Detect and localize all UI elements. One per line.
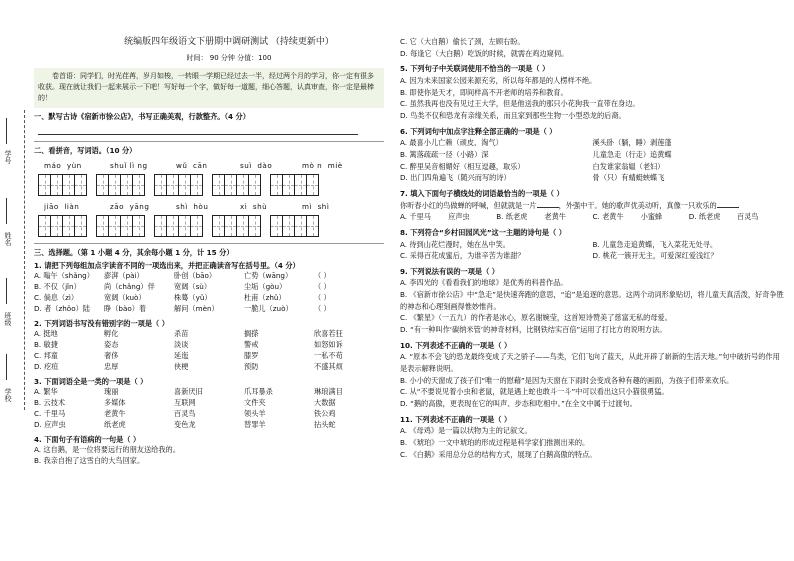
class-label: 班级 xyxy=(4,312,12,326)
option: 澎湃（pài） xyxy=(104,271,144,281)
pinyin-row-1 xyxy=(44,161,384,172)
q6-row xyxy=(400,172,785,184)
option: 替罪羊 xyxy=(244,419,266,429)
option: D. 应声虫 xyxy=(34,419,66,429)
pinyin: zāo yāng xyxy=(110,201,150,211)
option: 亡势（wāng） xyxy=(244,271,293,281)
q5-option: C. 虽然我再也没有见过王大学，但是他送我的那只小花狗我一直带在身边。 xyxy=(400,99,640,109)
pinyin: mì shì xyxy=(302,201,330,211)
char-box-pair[interactable] xyxy=(270,215,318,237)
q3-row xyxy=(34,420,384,431)
pinyin: shuǐ lì ng xyxy=(110,161,148,171)
option: 百灵鸟 xyxy=(174,408,196,418)
pinyin: xì shù xyxy=(240,201,268,211)
left-column xyxy=(34,36,384,467)
q8-row xyxy=(400,239,785,251)
option: 变色龙 xyxy=(174,419,196,429)
answer-paren[interactable]: （ ） xyxy=(314,271,331,281)
option: 宽阔（sù） xyxy=(174,282,212,292)
q6-row xyxy=(400,137,785,149)
option: B. 儿童急走追黄蝶，飞入菜花无处寻。 xyxy=(592,239,718,249)
divider xyxy=(34,141,384,142)
option: A. 待到山花烂漫时，她在丛中笑。 xyxy=(400,239,510,249)
q11-option: B. 《琥珀》一文中琥珀的形成过程是科学家们推测出来的。 xyxy=(400,438,590,447)
option: C. 老黄牛 xyxy=(592,212,624,222)
pinyin: shì hòu xyxy=(176,201,209,211)
q8-row xyxy=(400,250,785,262)
pinyin: suì dào xyxy=(240,161,273,171)
q3-row xyxy=(34,387,384,398)
option: 大数据 xyxy=(314,398,336,408)
q2-row xyxy=(34,351,384,362)
option: B. 纸老虎 xyxy=(496,212,528,222)
q1-row xyxy=(34,282,384,293)
option: C. 醉里吴音相媚好（相互逗趣，取乐） xyxy=(400,161,525,171)
option: 爪耳暴杀 xyxy=(244,387,273,397)
q1-row xyxy=(34,271,384,282)
section3-title: 三、选择题。（第 1 小题 4 分，其余每小题 1 分，计 15 分） xyxy=(34,247,234,257)
char-box-pair[interactable] xyxy=(38,174,86,196)
option: A. 嗡午（shǎng） xyxy=(34,271,94,281)
blank[interactable] xyxy=(537,207,559,208)
q1-stem: 1. 请把下列每组加点字读音不同的一项选出来，并把正确读音写在括号里。（4 分） xyxy=(34,260,300,270)
answer-line[interactable] xyxy=(38,128,358,135)
char-box-pair[interactable] xyxy=(154,174,202,196)
option: 应声虫 xyxy=(448,212,470,222)
option: 侠梗 xyxy=(174,361,189,371)
q5-option: A. 因为未来国家公园来源充劣，所以每年都是的人楞样不绝。 xyxy=(400,75,597,85)
option: 一脆儿（zuò） xyxy=(244,303,293,313)
option: 警戒 xyxy=(244,340,259,350)
q6-row xyxy=(400,149,785,161)
q11-option: C. 《白鹅》采用总分总的结构方式，展现了白鹅高傲的特点。 xyxy=(400,449,597,459)
q7-sentence-part: ，外强中干。她的歌声优美动听，真像一只欢乐的 xyxy=(558,200,717,210)
binding-field-line xyxy=(6,198,8,224)
option: D. 者（zhǒo）陆 xyxy=(34,303,90,313)
char-grid-row-1 xyxy=(38,174,384,196)
pinyin: máo yùn xyxy=(44,161,82,171)
option: 奢侈 xyxy=(104,350,119,360)
option: 拈头蛇 xyxy=(314,419,336,429)
q6-row xyxy=(400,161,785,173)
option: 老黄牛 xyxy=(104,408,126,418)
option: D. 疙疸 xyxy=(34,361,59,371)
school-label: 学校 xyxy=(4,388,12,402)
binding-field-line xyxy=(6,118,8,144)
option: 忠厚 xyxy=(104,361,119,371)
char-box-pair[interactable] xyxy=(212,215,260,237)
q4-stem: 4. 下面句子有语病的一句是（ ） xyxy=(34,434,141,444)
option: 骨（只）有蜻蜓蛱蝶飞 xyxy=(592,173,665,183)
option: 孵化 xyxy=(104,329,119,339)
q9-option: C. 《繁星》（一五九）的作者是冰心，原名谢婉莹，这首短诗赞美了慈富无私的母爱。 xyxy=(400,313,672,323)
option: 白发谁家翁媪（老妇） xyxy=(592,161,665,171)
option: 株蓦（yǔ） xyxy=(174,292,212,302)
option: 琳琅满目 xyxy=(314,387,343,397)
option: C. 倘息（zì） xyxy=(34,292,79,302)
option: 解问（mèn） xyxy=(174,303,219,313)
option: C. 邦童 xyxy=(34,350,58,360)
option: 睁（bào）着 xyxy=(104,303,147,313)
blank[interactable] xyxy=(717,207,739,208)
option: 预防 xyxy=(244,361,259,371)
char-grid-row-2 xyxy=(38,215,384,237)
char-box-pair[interactable] xyxy=(212,174,260,196)
option: D. 桃花一簇开无主，可爱深红爱浅红？ xyxy=(592,251,718,261)
q4-option-a: A. 这自鹅，是一位将要远行的朋友送给我的。 xyxy=(34,445,180,455)
option: 老黄牛 xyxy=(544,212,566,222)
q7-stem: 7. 填入下面句子横线处的词语最恰当的一项是（ ） xyxy=(400,188,564,198)
option: 搁搽 xyxy=(244,329,259,339)
option: A. 最喜小儿亡赖（顽皮、淘气） xyxy=(400,138,503,148)
option: D. 纸老虎 xyxy=(688,212,721,222)
option: 喜新厌旧 xyxy=(174,387,203,397)
q6-stem: 6. 下列词句中加点字注释全部正确的一项是（ ） xyxy=(400,126,557,136)
option: 文件夹 xyxy=(244,398,266,408)
char-box-pair[interactable] xyxy=(154,215,202,237)
option: 卧创（bāo） xyxy=(174,271,217,281)
option: B. 篱落疏疏一径（小路）深 xyxy=(400,149,489,159)
binding-field-line xyxy=(6,278,8,304)
option: A. 挺地 xyxy=(34,329,58,339)
q3-row xyxy=(34,409,384,420)
option: 如怒如诉 xyxy=(314,340,343,350)
option: 不盛其烦 xyxy=(314,361,343,371)
option: 铁公鸡 xyxy=(314,408,336,418)
option: 儿童急走（行走）追黄蝶 xyxy=(592,149,672,159)
q7-sentence-part: 你听春小红的鸟做蝉的呼喊，但就就是一片 xyxy=(400,200,537,210)
q11-option: A. 《母鸡》是一篇以状物为主的记叙文。 xyxy=(400,426,532,436)
intro-box: 卷首语：同学们，时光荏苒，岁月如梭，一转眼一学期已经过去一半，经过两个月的学习，你一定有很多收获。现在就让我们一起来展示一下吧！写好每一个字，做好每一道题，细心答题，认真审查，你一定是最棒的！ xyxy=(34,68,384,108)
char-box-pair[interactable] xyxy=(38,215,86,237)
option: C. 千里马 xyxy=(34,408,66,418)
option: D. 出门四角遍飞（随兴而写的诗） xyxy=(400,173,511,183)
section1-title: 一、默写古诗《宿新市徐公店》，书写正确美观，行款整齐。（4 分） xyxy=(34,111,250,121)
q2-row xyxy=(34,340,384,351)
q2-stem: 2. 下列词语书写没有错别字的一项是（ ） xyxy=(34,318,169,328)
q10-option: B. 小小的天窗成了孩子们“唯一的慰藉”是因为天窗在下雨时会变成各种有趣的画面，为孩子们带来欢乐。 xyxy=(400,375,734,385)
q10-stem: 10. 下列表述不正确的一项是（ ） xyxy=(400,340,512,350)
option: 瑰丽 xyxy=(104,387,119,397)
option: 尘垢（gòu） xyxy=(244,282,287,292)
binding-margin xyxy=(0,0,34,561)
q11-stem: 11. 下列表述不正确的一项是（ ） xyxy=(400,414,512,424)
q3-row xyxy=(34,398,384,409)
answer-paren[interactable]: （ ） xyxy=(314,303,331,313)
q10-option: C. 从“不要说见着小虫和老鼠，就是遇上蛇也敢斗一斗”中可以看出这只小猫很勇猛。 xyxy=(400,387,669,397)
option: 尚（chǎng）伴 xyxy=(104,282,155,292)
option: A. 繁华 xyxy=(34,387,58,397)
q5-option: D. 鸟类不仅和恐龙有亲缘关系，而且家到那些生物一小型恐龙的后裔。 xyxy=(400,110,626,120)
option: 纸老虎 xyxy=(104,419,126,429)
student-id-label: 学号 xyxy=(4,150,12,164)
option: 多媒体 xyxy=(104,398,126,408)
q4-option-b: B. 我亲自抱了这雪白的大鸟回家。 xyxy=(34,456,145,466)
q5-option: B. 即使你是天才，即间样高不开老师的培养和教育。 xyxy=(400,87,568,97)
q2-row xyxy=(34,329,384,340)
option: C. 采得百花成蜜后，为谁辛苦为谁甜？ xyxy=(400,251,525,261)
q4-option-c: C. 它（大自鹅）偷长了颈，左顾右盼。 xyxy=(400,37,525,46)
option: B. 敏捷 xyxy=(34,340,58,350)
option: 膝罗 xyxy=(244,350,259,360)
pinyin: wǔ cān xyxy=(176,161,208,171)
q9-option: D. “有一种叫作‘碳纳米管’的神奇材料，比钢铁结实百倍”运用了打比方的说明方法。 xyxy=(400,325,667,335)
binding-dashed-line xyxy=(24,110,25,410)
q5-stem: 5. 下列句子中关联词使用不恰当的一项是（ ） xyxy=(400,64,550,74)
option: 延迤 xyxy=(174,350,189,360)
binding-field-line xyxy=(6,354,8,380)
pinyin: mò n miè xyxy=(302,161,343,171)
q7-options xyxy=(400,211,785,223)
char-box-pair[interactable] xyxy=(96,174,144,196)
option: 互联网 xyxy=(174,398,196,408)
option: B. 不仅（jǐn） xyxy=(34,282,81,292)
q1-row xyxy=(34,304,384,315)
option: 溪头卧（躺，睡）剥莲蓬 xyxy=(592,138,672,148)
q10-option: D. “鹅的高傲，更表现在它的叫声、步态和吃相中。”在全文中属于过渡句。 xyxy=(400,399,637,409)
doc-title: 统编版四年级语文下册期中调研测试 （持续更新中） xyxy=(124,37,334,47)
q10-option: A. “原本不会飞的恐龙最终变成了天之骄子——鸟类，它们飞向了蓝天，从此开辟了崭新的生活天地。”句中破折号的作用是表示解释说明。 xyxy=(400,352,780,374)
pinyin: jiāo liàn xyxy=(44,201,80,211)
option: 领头羊 xyxy=(244,408,266,418)
option: 杀苗 xyxy=(174,329,189,339)
q9-option: B. 《宿新市徐公店》中“急走”是快速奔跑的意思，“追”是追逐的意思。这两个动词形象贴切，将儿童天真活泼，好奇争胜的神态和心理刻画得惟妙惟肖。 xyxy=(400,290,784,311)
q7-sentence xyxy=(400,200,785,212)
q9-stem: 9. 下列说法有误的一项是（ ） xyxy=(400,266,499,276)
option: 一私不苟 xyxy=(314,350,343,360)
q8-stem: 8. 下列符合“乡村田园风光”这一主题的诗句是（ ） xyxy=(400,227,566,237)
option: 淡谈 xyxy=(174,340,189,350)
q3-stem: 3. 下面词语全是一类的一项是（ ） xyxy=(34,376,148,386)
divider xyxy=(34,243,384,244)
q9-option: A. 李四光的《看看我们的地球》是优秀的科普作品。 xyxy=(400,278,568,288)
char-box-pair[interactable] xyxy=(270,174,318,196)
option: A. 千里马 xyxy=(400,212,431,222)
option: 姿态 xyxy=(104,340,119,350)
option: 百灵鸟 xyxy=(736,212,759,222)
section2-title: 二、看拼音，写词语。（10 分） xyxy=(34,146,137,156)
q1-row xyxy=(34,293,384,304)
exam-meta: 时间： 90 分钟 分值：100 xyxy=(186,53,272,62)
answer-paren[interactable]: （ ） xyxy=(314,292,331,302)
option: 杜甫（zhǔ） xyxy=(244,292,286,302)
option: B. 云技术 xyxy=(34,398,66,408)
pinyin-row-2 xyxy=(44,202,384,213)
option: 小蜜蜂 xyxy=(640,212,663,222)
right-column xyxy=(400,36,785,460)
answer-paren[interactable]: （ ） xyxy=(314,282,331,292)
q4-option-d: D. 每逢它（大白鹅）吃饭的时候，就需在鸡边窥伺。 xyxy=(400,48,569,58)
char-box-pair[interactable] xyxy=(96,215,144,237)
q2-row xyxy=(34,362,384,373)
name-label: 姓名 xyxy=(4,232,12,246)
option: 欣喜若狂 xyxy=(314,329,343,339)
option: 宽阔（kuò） xyxy=(104,292,146,302)
